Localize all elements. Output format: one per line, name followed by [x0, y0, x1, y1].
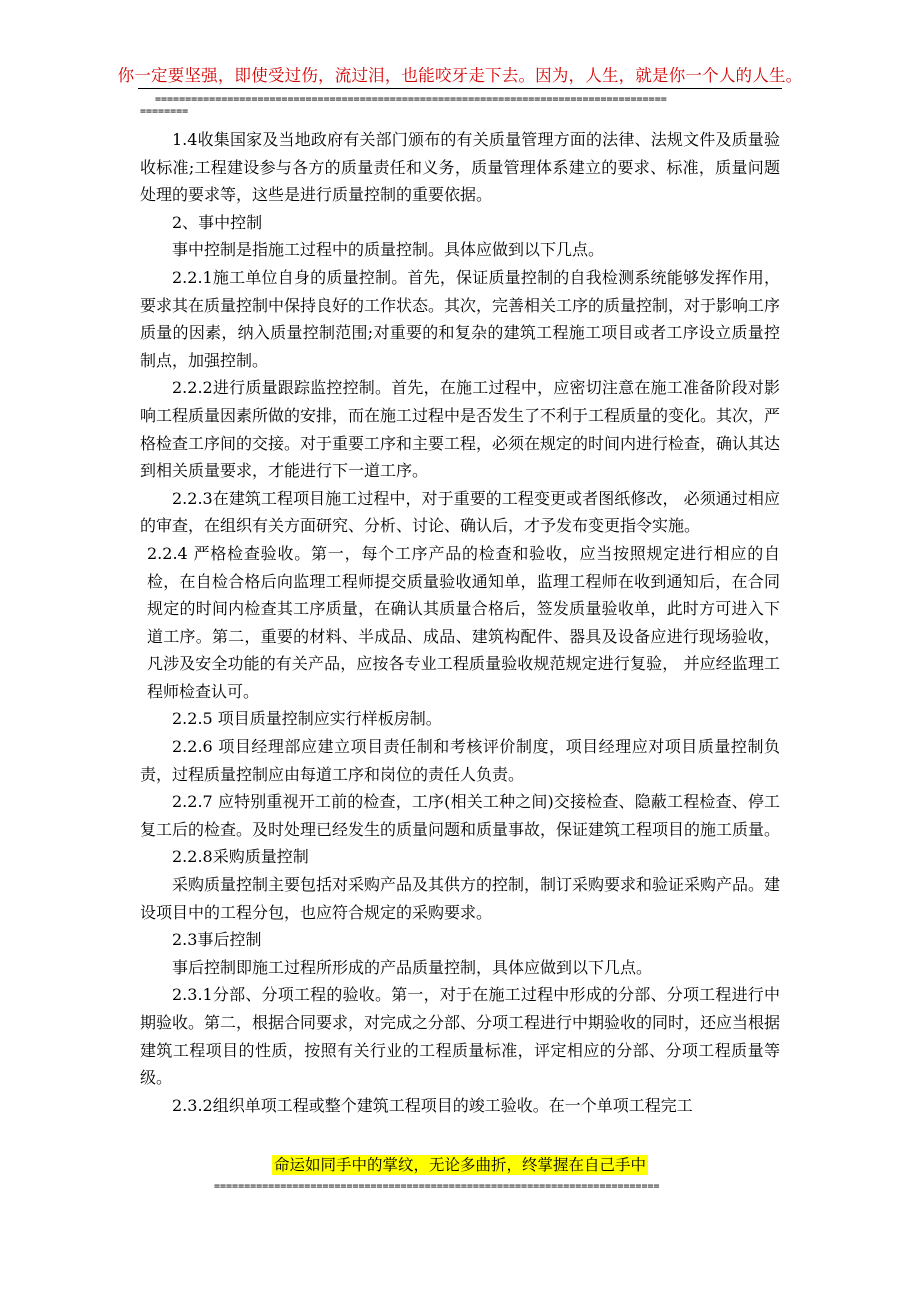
paragraph-post-control-intro: 事后控制即施工过程所形成的产品质量控制，具体应做到以下几点。 [172, 957, 653, 977]
paragraph-procurement-body: 采购质量控制主要包括对采购产品及其供方的控制，制订采购要求和验证采购产品。建设项目中的工程分包，也应符合规定的采购要求。 [140, 875, 781, 922]
paragraph-2-2-2: 2.2.2进行质量跟踪监控控制。首先，在施工过程中，应密切注意在施工准备阶段对影响工程质量因素所做的安排，而在施工过程中是否发生了不利于工程质量的变化。其次，严格检查工序间的交接。对于重要工序和主要工程，必须在规定的时间内进行检查，确认其达到相关质量要求，才能进行下一道工序。 [140, 378, 781, 481]
paragraph-2-3-1: 2.3.1分部、分项工程的验收。第一，对于在施工过程中形成的分部、分项工程进行中期验收。第二，根据合同要求，对完成之分部、分项工程进行中期验收的同时，还应当根据建筑工程项目的性质，按照有关行业的工程质量标准，评定相应的分部、分项工程质量等级。 [140, 985, 781, 1088]
heading-in-process-control: 2、事中控制 [172, 212, 263, 232]
paragraph-1-4-legal-basis: 1.4收集国家及当地政府有关部门颁布的有关质量管理方面的法律、法规文件及质量验收标准;工程建设参与各方的质量责任和义务，质量管理体系建立的要求、标准，质量问题处理的要求等，这些是进行质量控制的重要依据。 [140, 130, 780, 205]
paragraph-2-2-5: 2.2.5 项目质量控制应实行样板房制。 [172, 709, 442, 729]
document-body [140, 126, 780, 1119]
paragraph-2-2-3: 2.2.3在建筑工程项目施工过程中，对于重要的工程变更或者图纸修改， 必须通过相应的审查，在组织有关方面研究、分析、讨论、确认后，才予发布变更指令实施。 [140, 488, 780, 536]
header-motto: 你一定要坚强，即使受过伤，流过泪，也能咬牙走下去。因为，人生，就是你一个人的人生。 [117, 66, 803, 85]
paragraph-2-2-7: 2.2.7 应特别重视开工前的检查，工序(相关工种之间)交接检查、隐蔽工程检查、停工复工后的检查。及时处理已经发生的质量问题和质量事故，保证建筑工程项目的施工质量。 [140, 792, 781, 839]
paragraph-2-2-1: 2.2.1施工单位自身的质量控制。首先，保证质量控制的自我检测系统能够发挥作用，要求其在质量控制中保持良好的工作状态。其次，完善相关工序的质量控制，对于影响工序质量的因素，纳入质量控制范围;对重要的和复杂的建筑工程施工项目或者工序设立质量控制点，加强控制。 [140, 267, 781, 370]
footer-motto-highlight: 命运如同手中的掌纹，无论多曲折，终掌握在自己手中 [273, 1156, 646, 1174]
paragraph-2-2-6: 2.2.6 项目经理部应建立项目责任制和考核评价制度，项目经理应对项目质量控制负责，过程质量控制应由每道工序和岗位的责任人负责。 [140, 737, 780, 784]
paragraph-2-2-4: 2.2.4 严格检查验收。第一，每个工序产品的检查和验收，应当按照规定进行相应的自检，在自检合格后向监理工程师提交质量验收通知单，监理工程师在收到通知后，在合同规定的时间内检查其工序质量，在确认其质量合格后，签发质量验收单，此时方可进入下道工序。第二，重要的材料、半成品、成品、建筑构配件、器具及设备应进行现场验收，凡涉及安全功能的有关产品，应按各专业工程质量验收规范规定进行复验， 并应经监理工程师检查认可。 [147, 543, 780, 701]
header-separator-line-continued: ======== [140, 106, 189, 117]
footer-separator-line: ========================================================================== [214, 1181, 660, 1192]
paragraph-in-process-intro: 事中控制是指施工过程中的质量控制。具体应做到以下几点。 [172, 240, 605, 260]
paragraph-2-3-2: 2.3.2组织单项工程或整个建筑工程项目的竣工验收。在一个单项工程完工 [172, 1095, 693, 1115]
heading-2-3-post-control: 2.3事后控制 [172, 930, 262, 950]
header-separator-line: ===================================================================================== [155, 94, 667, 105]
footer-motto [0, 1153, 920, 1175]
heading-2-2-8-procurement: 2.2.8采购质量控制 [172, 847, 309, 867]
header-divider [138, 88, 782, 89]
